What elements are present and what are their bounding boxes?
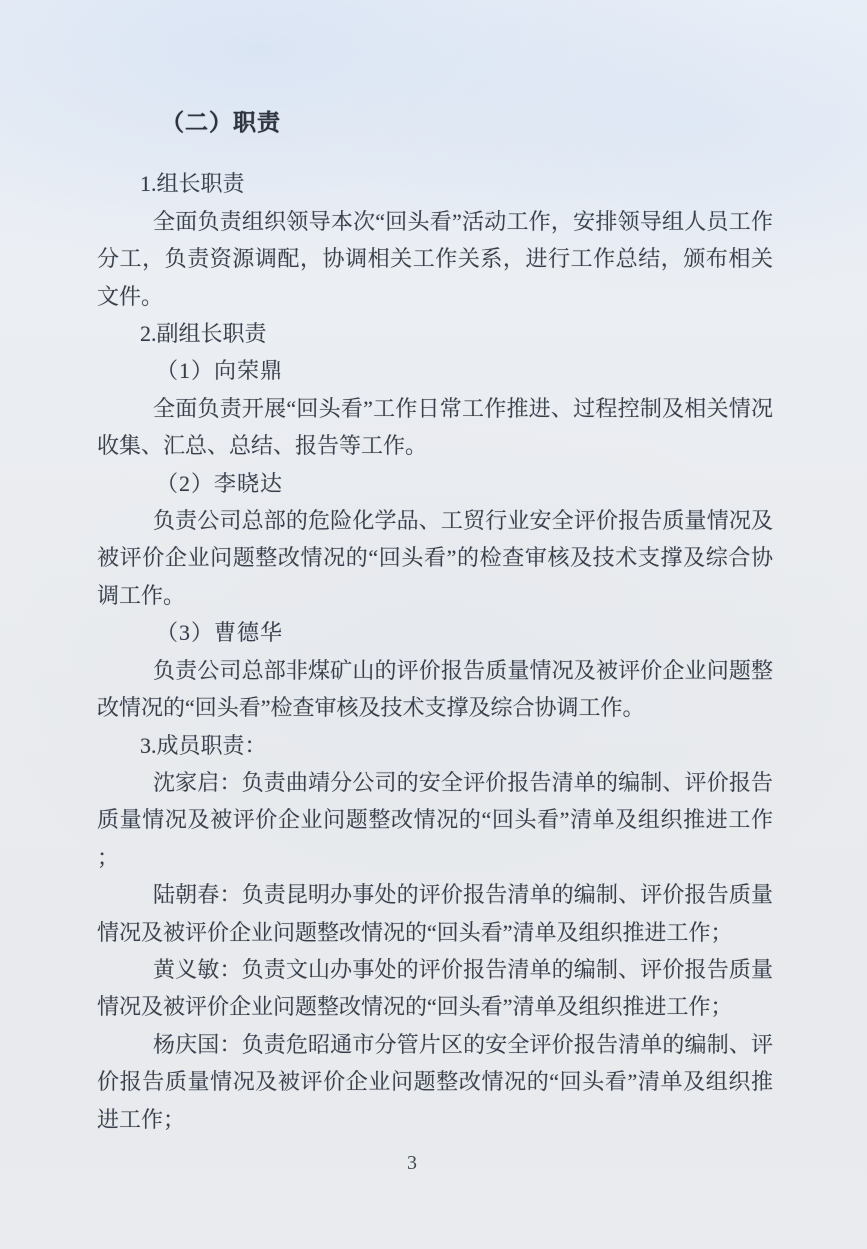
para-deputy-3-desc: 负责公司总部非煤矿山的评价报告质量情况及被评价企业问题整改情况的“回头看”检查审核及技术支撑及综合协调工作。 bbox=[97, 657, 773, 721]
subitem-deputy-2-name: （2）李晓达 bbox=[156, 470, 284, 496]
page-number: 3 bbox=[407, 1152, 417, 1174]
subitem-deputy-1-name: （1）向荣鼎 bbox=[156, 358, 284, 384]
item-deputy-leader-duties: 2.副组长职责 bbox=[140, 321, 267, 347]
para-deputy-2-desc: 负责公司总部的危险化学品、工贸行业安全评价报告质量情况及被评价企业问题整改情况的“回头看”的检查审核及技术支撑及综合协调工作。 bbox=[97, 508, 773, 608]
para-leader-duties-desc: 全面负责组织领导本次“回头看”活动工作，安排领导组人员工作分工，负责资源调配，协调相关工作关系，进行工作总结，颁布相关文件。 bbox=[97, 208, 773, 309]
subitem-deputy-3-name: （3）曹德华 bbox=[156, 620, 284, 646]
para-member-yangqingguo-desc: 杨庆国：负责危昭通市分管片区的安全评价报告清单的编制、评价报告质量情况及被评价企业问题整改情况的“回头看”清单及组织推进工作； bbox=[97, 1031, 773, 1132]
page-footer bbox=[0, 1152, 824, 1175]
section-heading-duties: （二）职责 bbox=[161, 110, 281, 135]
para-member-luchaochun-desc: 陆朝春：负责昆明办事处的评价报告清单的编制、评价报告质量情况及被评价企业问题整改情况的“回头看”清单及组织推进工作； bbox=[97, 882, 773, 945]
item-member-duties: 3.成员职责： bbox=[140, 732, 267, 758]
para-member-shenjiaqi-desc: 沈家启：负责曲靖分公司的安全评价报告清单的编制、评价报告质量情况及被评价企业问题整改情况的“回头看”清单及组织推进工作； bbox=[97, 769, 773, 870]
para-deputy-1-desc: 全面负责开展“回头看”工作日常工作推进、过程控制及相关情况收集、汇总、总结、报告等工作。 bbox=[97, 395, 773, 459]
para-member-huangyimin-desc: 黄义敏：负责文山办事处的评价报告清单的编制、评价报告质量情况及被评价企业问题整改情况的“回头看”清单及组织推进工作； bbox=[97, 956, 773, 1020]
item-leader-duties: 1.组长职责 bbox=[140, 171, 245, 197]
document-body bbox=[97, 104, 773, 1138]
